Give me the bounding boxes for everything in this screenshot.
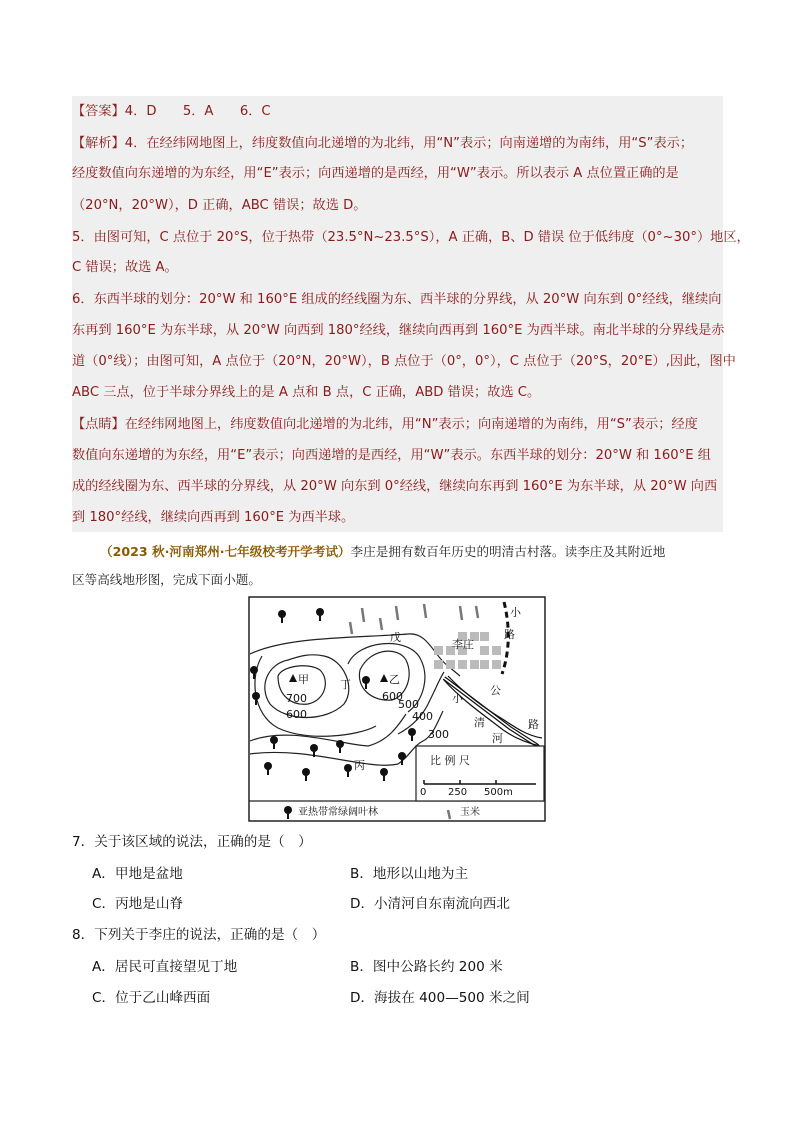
label-yi: 乙 [389, 673, 400, 686]
q8-option-c[interactable]: C．位于乙山峰西面 [92, 990, 211, 1006]
road-label: 路 [504, 628, 515, 641]
analysis-line: （20°N，20°W），D 正确，ABC 错误；故选 D。 [72, 198, 367, 213]
analysis-line: 道（0°线）；由图可知，A 点位于（20°N，20°W），B 点位于（0°，0°），C 点位于（20°S，20°E）,因此，图中 [72, 354, 736, 369]
question-8-stem: 8．下列关于李庄的说法，正确的是（ ） [72, 927, 326, 943]
question-source: （2023 秋·河南郑州·七年级校考开学考试） [100, 544, 351, 559]
tip-line: 成的经线圈为东、西半球的分界线，从 20°W 向东到 0°经线，继续向东再到 160°E 为东半球，从 20°W 向西 [72, 479, 718, 494]
scale-title: 比 例 尺 [430, 754, 470, 767]
analysis-line: 6．东西半球的划分：20°W 和 160°E 组成的经线圈为东、西半球的分界线，从 20°W 向东到 0°经线，继续向 [72, 292, 722, 307]
intro-text: 李庄是拥有数百年历史的明清古村落。读李庄及其附近地 [350, 544, 666, 559]
highway-label: 路 [528, 718, 539, 731]
analysis-line: 东再到 160°E 为东半球，从 20°W 向西到 180°经线，继续向西再到 160°E 为西半球。南北半球的分界线是赤 [72, 323, 725, 338]
contour-label: 500 [398, 698, 419, 711]
river-label: 清 [474, 716, 485, 729]
tip-line: 到 180°经线，继续向西再到 160°E 为西半球。 [72, 510, 355, 525]
analysis-line: ABC 三点，位于半球分界线上的是 A 点和 B 点，C 正确，ABD 错误；故选 C。 [72, 385, 541, 400]
river-label: 河 [492, 732, 503, 745]
label-ding: 丁 [340, 678, 351, 691]
q7-option-c[interactable]: C．丙地是山脊 [92, 896, 184, 912]
analysis-line: 经度数值向东递增的为东经，用“E”表示；向西递增的是西经，用“W”表示。所以表示 A 点位置正确的是 [72, 166, 679, 181]
legend-corn-label: 玉米 [460, 807, 480, 818]
contour-label: 600 [382, 690, 403, 703]
label-jia: 甲 [298, 673, 309, 686]
highway-label: 公 [490, 684, 501, 697]
q7-option-b[interactable]: B．地形以山地为主 [350, 866, 469, 882]
q8-option-d[interactable]: D．海拔在 400—500 米之间 [350, 990, 530, 1006]
q8-option-b[interactable]: B．图中公路长约 200 米 [350, 959, 503, 975]
scale-tick: 500m [484, 787, 513, 798]
scale-tick: 250 [448, 787, 468, 798]
q7-option-d[interactable]: D．小清河自东南流向西北 [350, 896, 510, 912]
contour-label: 600 [286, 708, 307, 721]
q8-option-a[interactable]: A．居民可直接望见丁地 [92, 959, 238, 975]
tip-line: 数值向东递增的为东经，用“E”表示；向西递增的是西经，用“W”表示。东西半球的划分：20°W 和 160°E 组 [72, 448, 711, 463]
analysis-line: 【解析】4．在经纬网地图上，纬度数值向北递增的为北纬，用“N”表示；向南递增的为南纬，用“S”表示； [72, 136, 694, 151]
q7-option-a[interactable]: A．甲地是盆地 [92, 866, 183, 882]
road-label: 小 [510, 606, 521, 619]
contour-label: 400 [412, 710, 433, 723]
answer-line: 【答案】4．D 5．A 6．C [72, 104, 271, 119]
analysis-line: C 错误；故选 A。 [72, 260, 178, 275]
intro-text-line2: 区等高线地形图，完成下面小题。 [72, 572, 261, 587]
label-lizhuang: 李庄 [452, 638, 474, 651]
tip-line: 【点睛】在经纬网地图上，纬度数值向北递增的为北纬，用“N”表示；向南递增的为南纬，用“S”表示；经度 [72, 417, 698, 432]
contour-label: 300 [428, 728, 449, 741]
scale-tick: 0 [420, 787, 427, 798]
label-bing: 丙 [354, 759, 365, 772]
question-intro [100, 542, 760, 562]
contour-map [248, 596, 546, 822]
label-wu: 戊 [390, 631, 401, 644]
river-label: 小 [452, 692, 463, 705]
question-7-stem: 7．关于该区域的说法，正确的是（ ） [72, 834, 312, 850]
contour-label: 700 [286, 692, 307, 705]
analysis-line: 5．由图可知，C 点位于 20°S，位于热带（23.5°N~23.5°S），A 正确，B、D 错误 位于低纬度（0°~30°）地区， [72, 230, 750, 245]
answer-analysis-box [72, 96, 723, 532]
legend-forest-label: 亚热带常绿阔叶林 [298, 807, 378, 818]
